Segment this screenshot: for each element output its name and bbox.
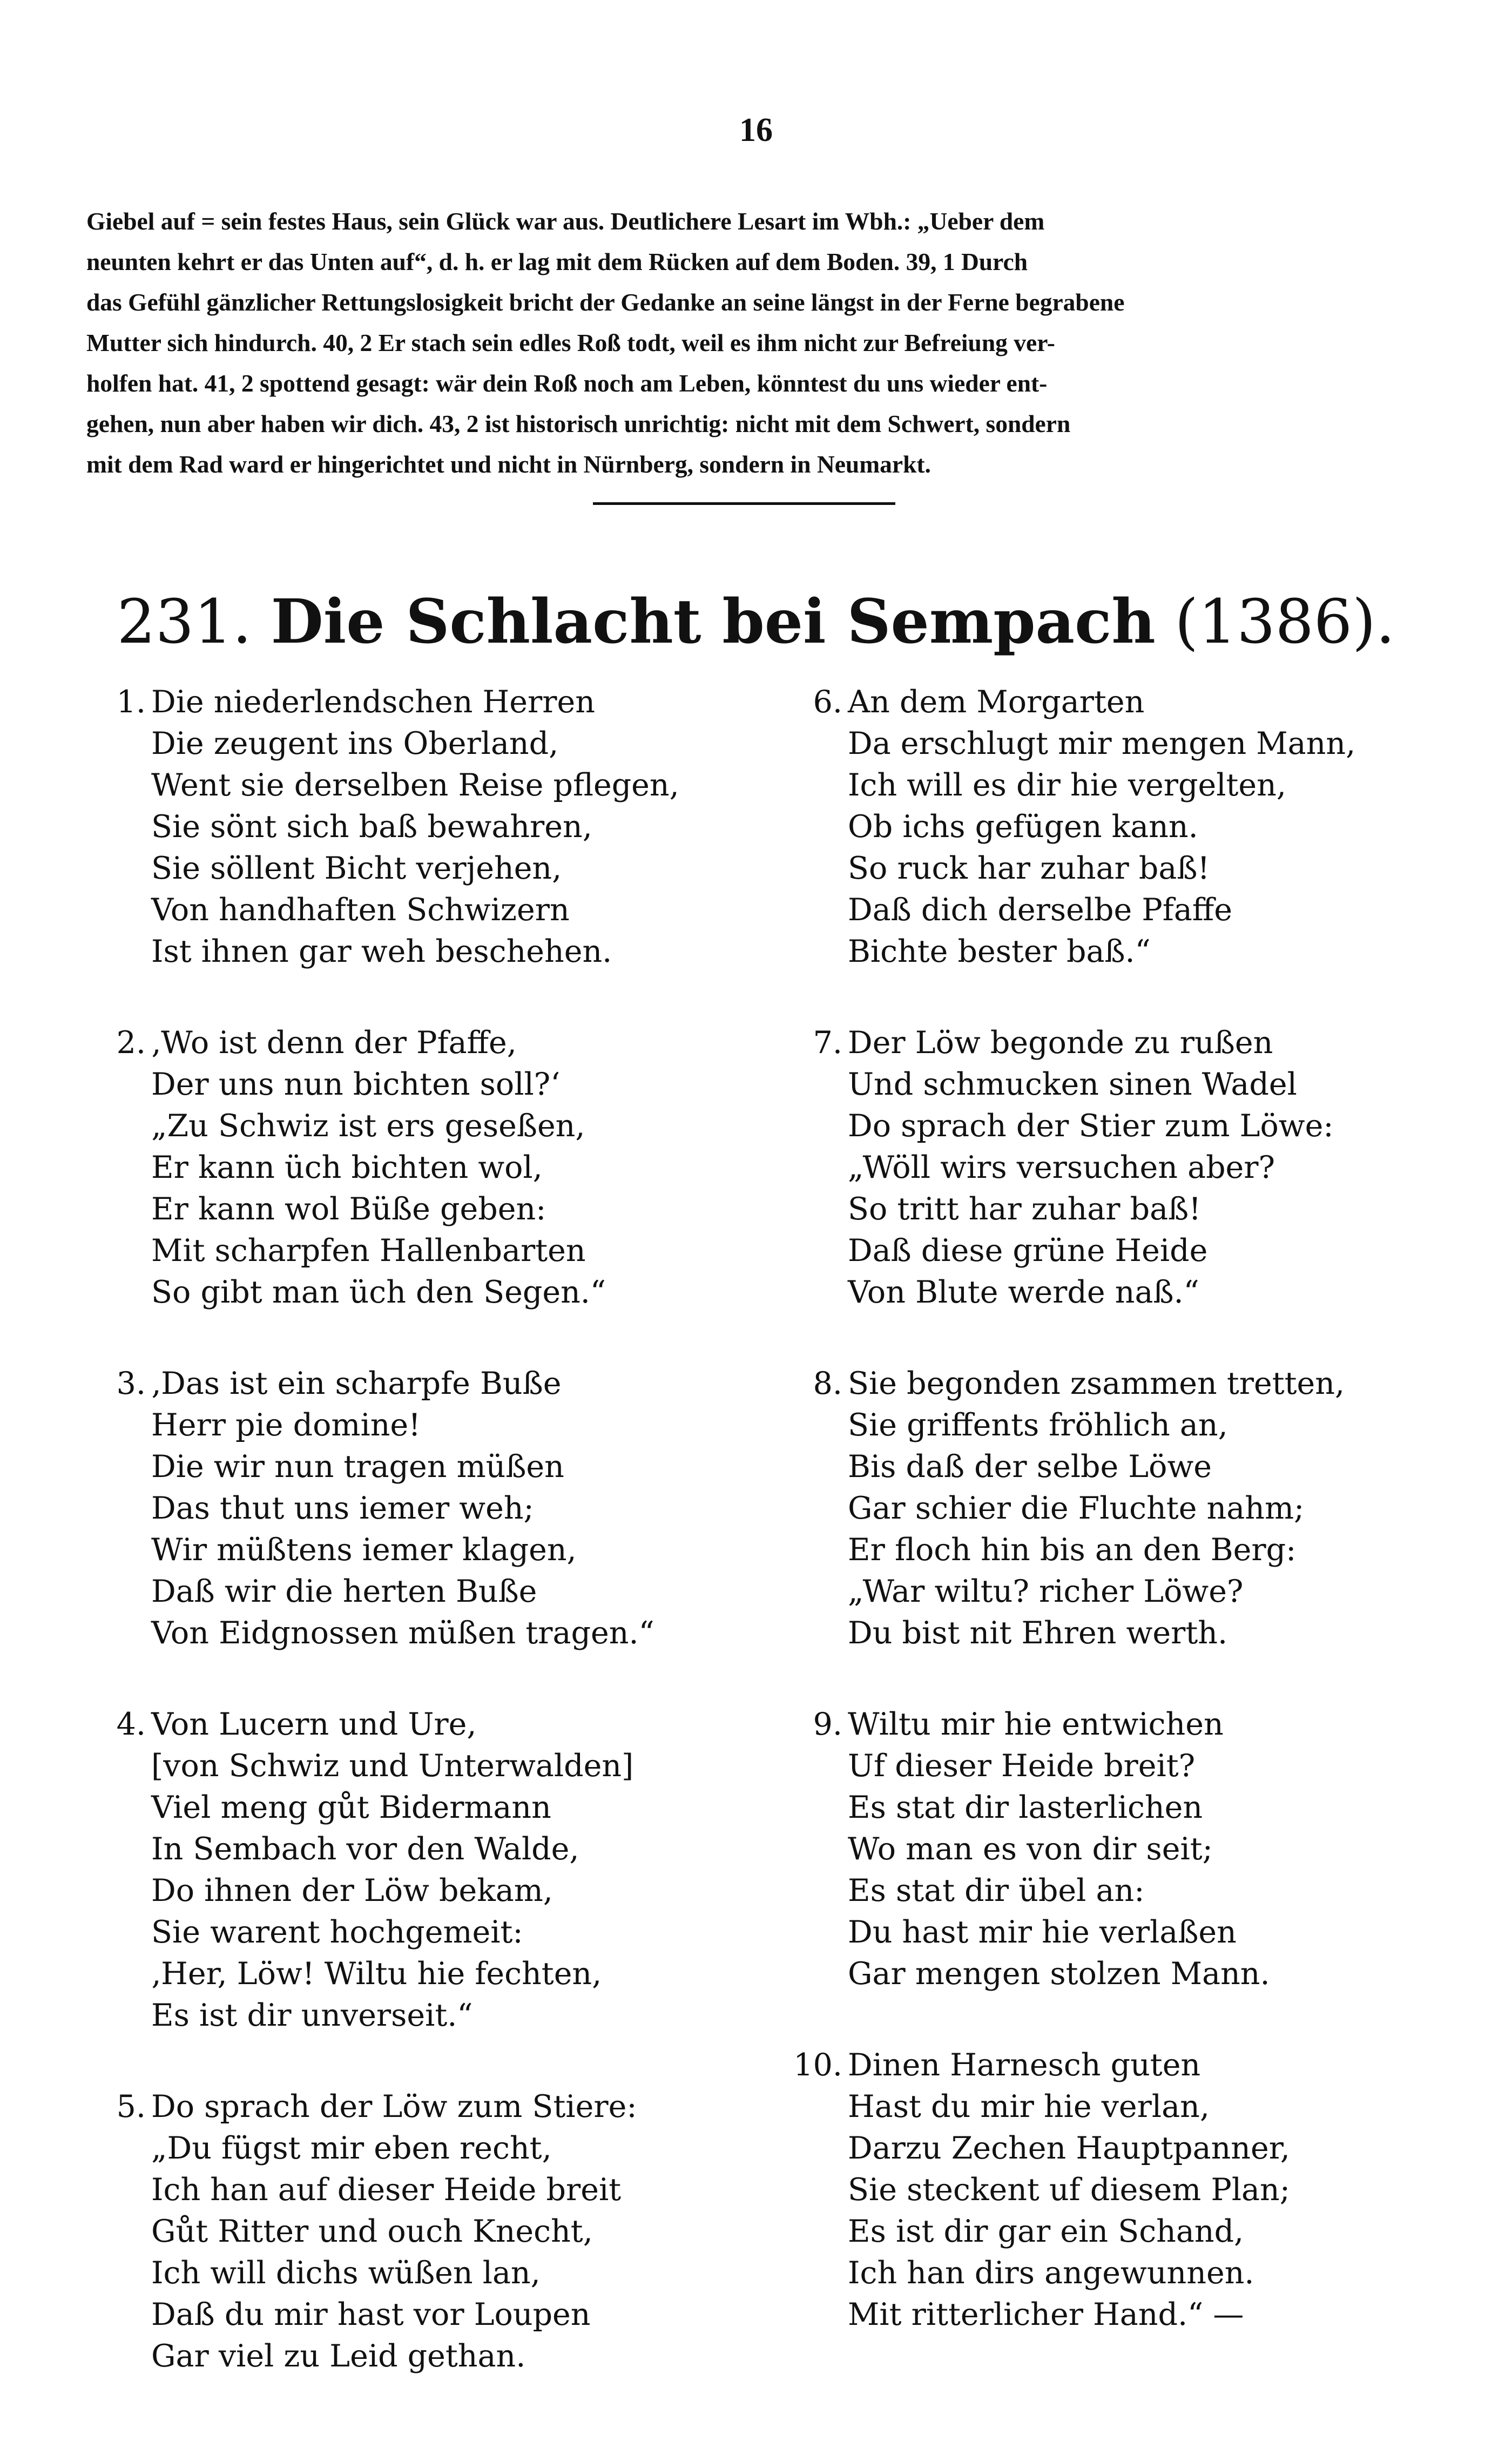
verse-line: Wiltu mir hie entwichen [848, 1707, 1224, 1742]
verse-line: Daß diese grüne Heide [848, 1233, 1208, 1269]
stanza-number: 3. [116, 1366, 146, 1401]
verse-line: „Wöll wirs versuchen aber? [848, 1150, 1275, 1185]
verse-line: Die zeugent ins Oberland, [151, 726, 559, 761]
verse-line: Der Löw begonde zu rußen [848, 1025, 1273, 1061]
verse-line: Die niederlendschen Herren [151, 684, 595, 720]
verse-line: Gar viel zu Leid gethan. [151, 2338, 526, 2374]
stanza-number: 2. [116, 1025, 146, 1061]
verse-line: Es stat dir lasterlichen [848, 1790, 1203, 1825]
verse-line: Do sprach der Stier zum Löwe: [848, 1108, 1334, 1144]
verse-line: Ist ihnen gar weh beschehen. [151, 934, 612, 969]
stanza-number: 1. [116, 684, 146, 720]
verse-line: Gůt Ritter und ouch Knecht, [151, 2214, 593, 2249]
verse-line: So ruck har zuhar baß! [848, 851, 1210, 886]
verse-line: Du hast mir hie verlaßen [848, 1914, 1237, 1950]
stanza [97, 1022, 745, 1313]
left-column [97, 682, 745, 2377]
stanza [97, 682, 745, 973]
stanza-gap [97, 2036, 745, 2086]
footnote-line: Giebel auf = sein festes Haus, sein Glück war aus. Deutlichere Lesart im Wbh.: „Ueber dem [86, 207, 1045, 235]
verse-line: [von Schwiz und Unterwalden] [151, 1748, 634, 1784]
verse-line: Die wir nun tragen müßen [151, 1449, 564, 1485]
verse-line: Darzu Zechen Hauptpanner, [848, 2130, 1290, 2166]
stanza-gap [783, 1313, 1458, 1363]
verse-line: Herr pie domine! [151, 1407, 421, 1443]
stanza-lines [848, 1704, 1458, 1995]
stanza-number: 7. [813, 1025, 842, 1061]
verse-line: Daß dich derselbe Pfaffe [848, 892, 1233, 928]
verse-line: Von handhaften Schwizern [151, 892, 570, 928]
section-divider [593, 502, 895, 505]
stanza-number: 8. [813, 1366, 842, 1401]
footnote-line: mit dem Rad ward er hingerichtet und nicht in Nürnberg, sondern in Neumarkt. [86, 450, 931, 478]
verse-line: Gar mengen stolzen Mann. [848, 1956, 1270, 1992]
verse-line: Es ist dir gar ein Schand, [848, 2214, 1244, 2249]
verse-line: Sie söllent Bicht verjehen, [151, 851, 562, 886]
verse-line: Sie begonden zsammen tretten, [848, 1366, 1345, 1401]
verse-line: Ich han auf dieser Heide breit [151, 2172, 622, 2208]
stanza-lines [151, 1363, 745, 1654]
footnote-line: Mutter sich hindurch. 40, 2 Er stach sein edles Roß todt, weil es ihm nicht zur Befreiung ver- [86, 329, 1055, 356]
verse-line: Es stat dir übel an: [848, 1873, 1145, 1909]
stanza-lines [151, 2086, 745, 2377]
verse-line: Gar schier die Fluchte nahm; [848, 1491, 1305, 1526]
footnote-line: holfen hat. 41, 2 spottend gesagt: wär dein Roß noch am Leben, könntest du uns wieder ent- [86, 369, 1048, 397]
verse-line: ‚Her, Löw! Wiltu hie fechten, [151, 1956, 602, 1992]
stanza [783, 1363, 1458, 1654]
verse-line: „War wiltu? richer Löwe? [848, 1574, 1244, 1609]
verse-line: Went sie derselben Reise pflegen, [151, 767, 679, 803]
verse-line: Von Eidgnossen müßen tragen.“ [151, 1615, 654, 1651]
stanza-number: 9. [813, 1707, 842, 1742]
verse-line: Viel meng gůt Bidermann [151, 1790, 551, 1825]
verse-line: Do sprach der Löw zum Stiere: [151, 2089, 637, 2125]
stanza [783, 1022, 1458, 1313]
stanza [783, 2045, 1458, 2336]
verse-line: Ob ichs gefügen kann. [848, 809, 1198, 845]
verse-line: Hast du mir hie verlan, [848, 2089, 1210, 2125]
verse-line: Sie warent hochgemeit: [151, 1914, 523, 1950]
stanza-number: 5. [116, 2089, 146, 2125]
verse-line: Von Blute werde naß.“ [848, 1274, 1199, 1310]
verse-line: Wir müßtens iemer klagen, [151, 1532, 577, 1568]
verse-line: ‚Wo ist denn der Pfaffe, [151, 1025, 517, 1061]
verse-line: Sie griffents fröhlich an, [848, 1407, 1228, 1443]
verse-line: „Zu Schwiz ist ers geseßen, [151, 1108, 585, 1144]
verse-line: Bis daß der selbe Löwe [848, 1449, 1212, 1485]
verse-line: ‚Das ist ein scharpfe Buße [151, 1366, 562, 1401]
stanza [783, 1704, 1458, 1995]
footnote-line: das Gefühl gänzlicher Rettungslosigkeit bricht der Gedanke an seine längst in der Ferne begrabene [86, 288, 1125, 316]
verse-line: Mit scharpfen Hallenbarten [151, 1233, 586, 1269]
verse-line: Daß du mir hast vor Loupen [151, 2297, 591, 2332]
stanza [97, 1363, 745, 1654]
verse-line: Da erschlugt mir mengen Mann, [848, 726, 1356, 761]
right-column [783, 682, 1458, 2336]
stanza-number: 6. [813, 684, 842, 720]
verse-line: In Sembach vor den Walde, [151, 1831, 579, 1867]
stanza-gap [783, 1995, 1458, 2045]
verse-line: Ich han dirs angewunnen. [848, 2255, 1254, 2291]
stanza-gap [783, 973, 1458, 1022]
stanza [97, 1704, 745, 2036]
stanza [783, 682, 1458, 973]
page-number: 16 [739, 112, 773, 149]
verse-line: Daß wir die herten Buße [151, 1574, 537, 1609]
verse-line: Es ist dir unverseit.“ [151, 1998, 473, 2033]
verse-line: Das thut uns iemer weh; [151, 1491, 534, 1526]
stanza-lines [151, 682, 745, 973]
stanza [97, 2086, 745, 2377]
stanza-lines [848, 1363, 1458, 1654]
verse-line: Du bist nit Ehren werth. [848, 1615, 1228, 1651]
poem-heading: Die Schlacht bei Sempach [271, 586, 1156, 657]
stanza-lines [848, 1022, 1458, 1313]
poem-year: (1386). [1174, 587, 1395, 657]
poem-number: 231. [117, 587, 252, 657]
verse-line: Sie steckent uf diesem Plan; [848, 2172, 1290, 2208]
verse-line: Dinen Harnesch guten [848, 2047, 1201, 2083]
stanza-lines [151, 1704, 745, 2036]
verse-line: Der uns nun bichten soll?‘ [151, 1067, 561, 1102]
verse-line: Ich will es dir hie vergelten, [848, 767, 1286, 803]
stanza-gap [97, 1654, 745, 1704]
verse-line: Er floch hin bis an den Berg: [848, 1532, 1297, 1568]
verse-line: So gibt man üch den Segen.“ [151, 1274, 606, 1310]
verse-line: Sie sönt sich baß bewahren, [151, 809, 592, 845]
stanza-number: 10. [793, 2047, 842, 2083]
stanza-lines [848, 682, 1458, 973]
stanza-gap [783, 1654, 1458, 1704]
verse-line: Ich will dichs wüßen lan, [151, 2255, 541, 2291]
verse-line: Uf dieser Heide breit? [848, 1748, 1196, 1784]
footnotes [86, 201, 1426, 484]
verse-line: Und schmucken sinen Wadel [848, 1067, 1297, 1102]
verse-line: Wo man es von dir seit; [848, 1831, 1213, 1867]
verse-line: „Du fügst mir eben recht, [151, 2130, 552, 2166]
verse-line: Mit ritterlicher Hand.“ — [848, 2297, 1244, 2332]
verse-line: Von Lucern und Ure, [151, 1707, 477, 1742]
verse-line: An dem Morgarten [848, 684, 1145, 720]
stanza-gap [97, 1313, 745, 1363]
footnote-line: neunten kehrt er das Unten auf“, d. h. er lag mit dem Rücken auf dem Boden. 39, 1 Durch [86, 248, 1028, 275]
stanza-lines [848, 2045, 1458, 2336]
stanza-number: 4. [116, 1707, 146, 1742]
poem-title [0, 586, 1512, 657]
stanza-gap [97, 973, 745, 1022]
verse-line: Er kann üch bichten wol, [151, 1150, 543, 1185]
verse-line: Er kann wol Büße geben: [151, 1191, 546, 1227]
stanza-lines [151, 1022, 745, 1313]
verse-line: Bichte bester baß.“ [848, 934, 1151, 969]
verse-line: Do ihnen der Löw bekam, [151, 1873, 553, 1909]
footnote-line: gehen, nun aber haben wir dich. 43, 2 ist historisch unrichtig: nicht mit dem Schwert, sondern [86, 410, 1071, 437]
verse-line: So tritt har zuhar baß! [848, 1191, 1202, 1227]
